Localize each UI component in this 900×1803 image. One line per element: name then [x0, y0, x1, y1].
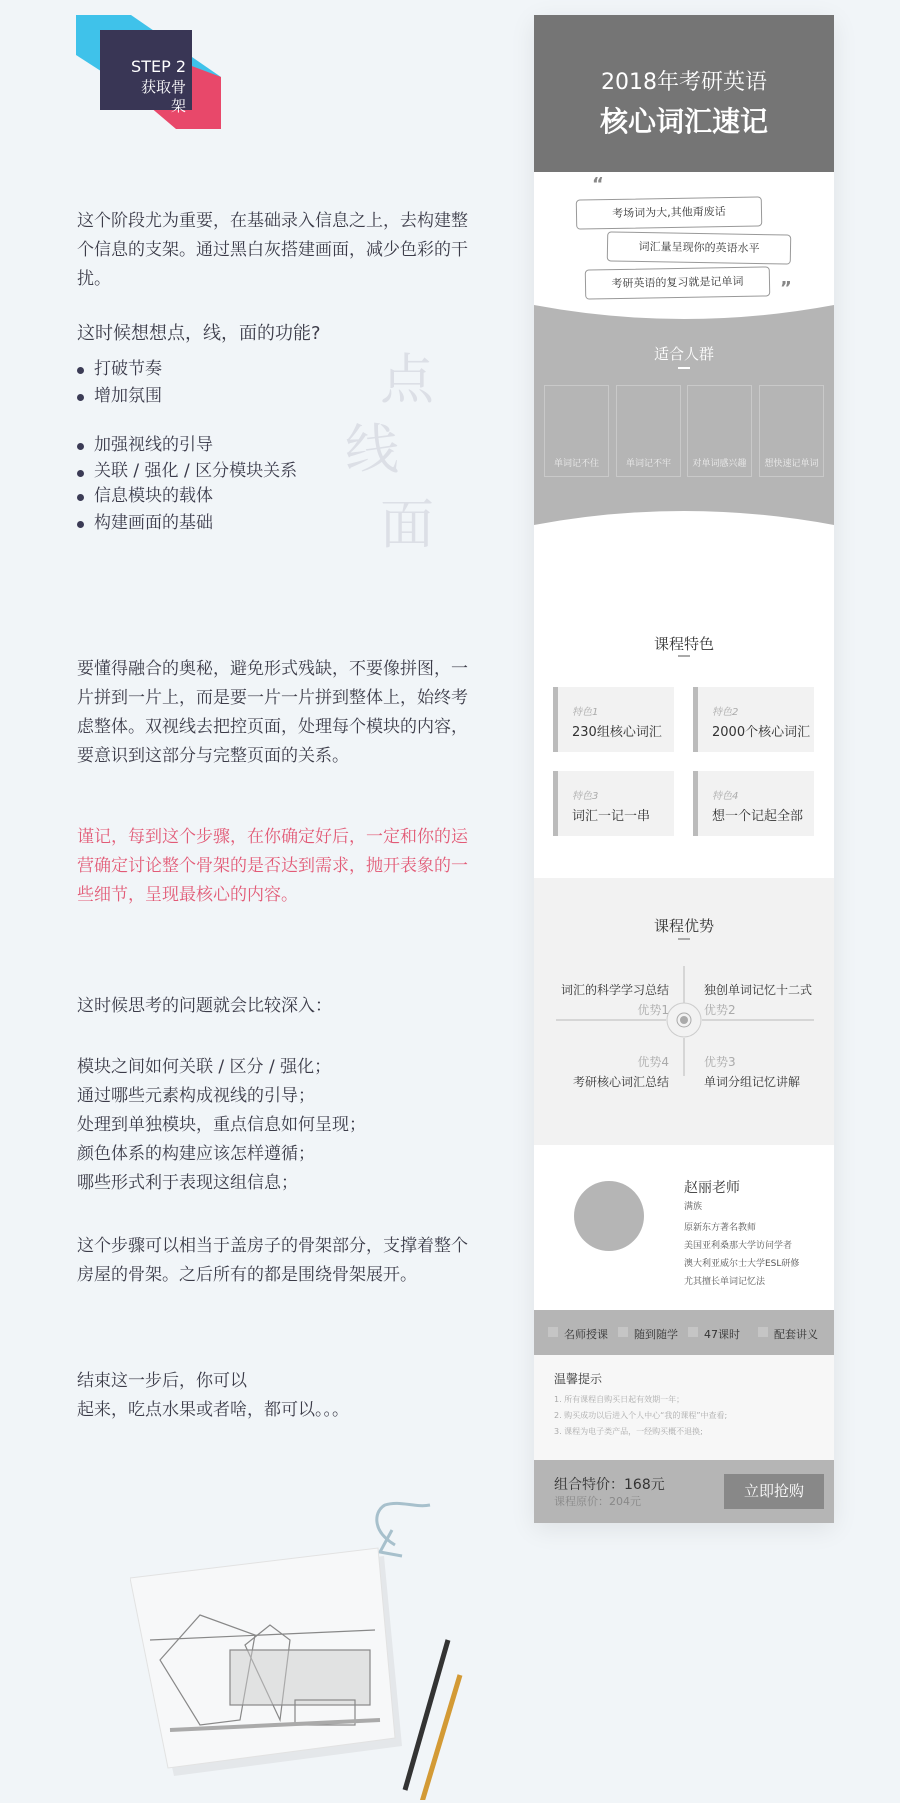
crowd-card: 想快速记单词 — [759, 385, 824, 477]
feature-card: 特色4 想一个记起全部 — [693, 771, 814, 836]
list-item: 关联 / 强化 / 区分模块关系 — [77, 459, 327, 483]
question-item: 哪些形式利于表现这组信息； — [77, 1173, 298, 1193]
advantage-label: 词汇的科学学习总结 — [560, 983, 669, 997]
question-item: 颜色体系的构建应该怎样遵循； — [77, 1144, 315, 1164]
crowd-card: 单词记不牢 — [616, 385, 681, 477]
pencil-icon — [422, 1675, 460, 1800]
question-heading: 这时候想想点，线，面的功能? — [77, 323, 321, 344]
purchase-bar — [534, 1460, 834, 1523]
buy-now-button[interactable]: 立即抢购 — [724, 1474, 824, 1509]
list-item: 信息模块的载体 — [77, 483, 327, 510]
advantage-number: 优势1 — [637, 1003, 669, 1017]
mobile-page-mockup — [534, 15, 834, 1523]
teacher-name: 赵丽老师 — [684, 1180, 740, 1196]
ending-line: 起来，吃点水果或者啥，都可以。。。 — [77, 1400, 349, 1420]
watermark-point: 点 — [380, 348, 434, 411]
advantage-section — [534, 878, 834, 1145]
intro-paragraph: 这个阶段尤为重要，在基础录入信息之上，去构建整个信息的支架。通过黑白灰搭建画面，减少色彩的干扰。 — [77, 211, 468, 289]
original-price: 课程原价：204元 — [554, 1495, 641, 1508]
advantage-title: 课程优势 — [653, 917, 714, 935]
tag: 配套讲义 — [758, 1326, 818, 1342]
bullet-list-line — [77, 432, 327, 537]
bullet-list-point — [77, 356, 162, 410]
step-badge — [100, 30, 192, 115]
pencil-icon — [405, 1640, 448, 1790]
tag: 名师授课 — [548, 1326, 608, 1342]
question-item: 模块之间如何关联 / 区分 / 强化； — [77, 1057, 332, 1077]
teacher-bio: 原新东方著名教师 美国亚利桑那大学访问学者 澳大利亚威尔士大学ESL研修 尤其擅长单词记忆法 — [684, 1223, 800, 1287]
quote-box: 词汇量呈现你的英语水平 — [607, 231, 791, 264]
question-item: 处理到单独模块，重点信息如何呈现； — [77, 1115, 366, 1135]
step-title: 获取骨架 — [140, 78, 186, 115]
feature-card: 特色1 230组核心词汇 — [553, 687, 674, 752]
advantage-number: 优势3 — [704, 1055, 736, 1069]
course-tags — [534, 1310, 834, 1355]
advantage-label: 单词分组记忆讲解 — [704, 1075, 801, 1089]
advantage-cross-diagram — [534, 878, 834, 1145]
integration-paragraph: 要懂得融合的奥秘，避免形式残缺，不要像拼图，一片拼到一片上，而是要一片一片拼到整体上，始终考虑整体。双视线去把控页面，处理每个模块的内容，要意识到这部分与完整页面的关系。 — [77, 659, 468, 766]
advantage-label: 考研核心词汇总结 — [572, 1075, 669, 1089]
crowd-section — [534, 305, 834, 525]
list-item: 增加氛围 — [77, 383, 162, 410]
step-label: STEP 2 — [131, 57, 186, 76]
question-list — [77, 1053, 482, 1198]
watermark-surface: 面 — [380, 493, 434, 556]
tips-list: 1. 所有课程自购买日起有效期一年； 2. 购买成功以后进入个人中心“我的课程”中查看; 3. 课程为电子类产品，一经购买概不退换; — [554, 1395, 728, 1436]
ending-paragraph — [77, 1367, 482, 1425]
arrow-icon — [377, 1503, 430, 1545]
skeleton-paragraph: 这个步骤可以相当于盖房子的骨架部分，支撑着整个房屋的骨架。之后所有的都是围绕骨架展开。 — [77, 1236, 468, 1285]
quote-box: 考研英语的复习就是记单词 — [585, 266, 770, 299]
quote-box: 考场词为大,其他甭废话 — [576, 196, 762, 229]
advantage-number: 优势2 — [704, 1003, 736, 1017]
list-item: 构建画面的基础 — [77, 510, 327, 537]
watermark-line: 线 — [345, 418, 399, 481]
tips-section — [534, 1355, 834, 1460]
blueprint-sketch-illustration — [130, 1490, 490, 1800]
open-quote-icon: “ — [592, 174, 604, 195]
advantage-label: 独创单词记忆十二式 — [704, 983, 813, 997]
close-quote-icon: ” — [780, 278, 792, 299]
tips-title: 温馨提示 — [554, 1372, 603, 1386]
mock-header — [534, 15, 834, 172]
combo-price: 组合特价：168元 — [554, 1477, 665, 1493]
teacher-ethnicity: 满族 — [684, 1202, 703, 1212]
crowd-title: 适合人群 — [653, 345, 714, 363]
warning-paragraph: 谨记，每到这个步骤，在你确定好后，一定和你的运营确定讨论整个骨架的是否达到需求，抛开表象的一些细节，呈现最核心的内容。 — [77, 827, 468, 905]
question-item: 通过哪些元素构成视线的引导； — [77, 1086, 315, 1106]
ending-line: 结束这一步后，你可以 — [77, 1371, 247, 1391]
mock-title-line2: 核心词汇速记 — [599, 105, 768, 138]
list-item: 打破节奏 — [77, 356, 162, 383]
tag: 随到随学 — [618, 1326, 678, 1342]
mock-title-line1: 2018年考研英语 — [601, 70, 767, 95]
teacher-avatar — [574, 1181, 644, 1251]
list-item: 加强视线的引导 — [77, 432, 327, 459]
crowd-card: 对单词感兴趣 — [687, 385, 752, 477]
deeper-question-intro: 这时候思考的问题就会比较深入： — [77, 996, 332, 1016]
feature-title: 课程特色 — [653, 635, 714, 653]
feature-card: 特色3 词汇一记一串 — [553, 771, 674, 836]
tag: 47课时 — [688, 1326, 740, 1342]
crowd-card: 单词记不住 — [544, 385, 609, 477]
feature-card: 特色2 2000个核心词汇 — [693, 687, 814, 752]
advantage-number: 优势4 — [637, 1055, 669, 1069]
